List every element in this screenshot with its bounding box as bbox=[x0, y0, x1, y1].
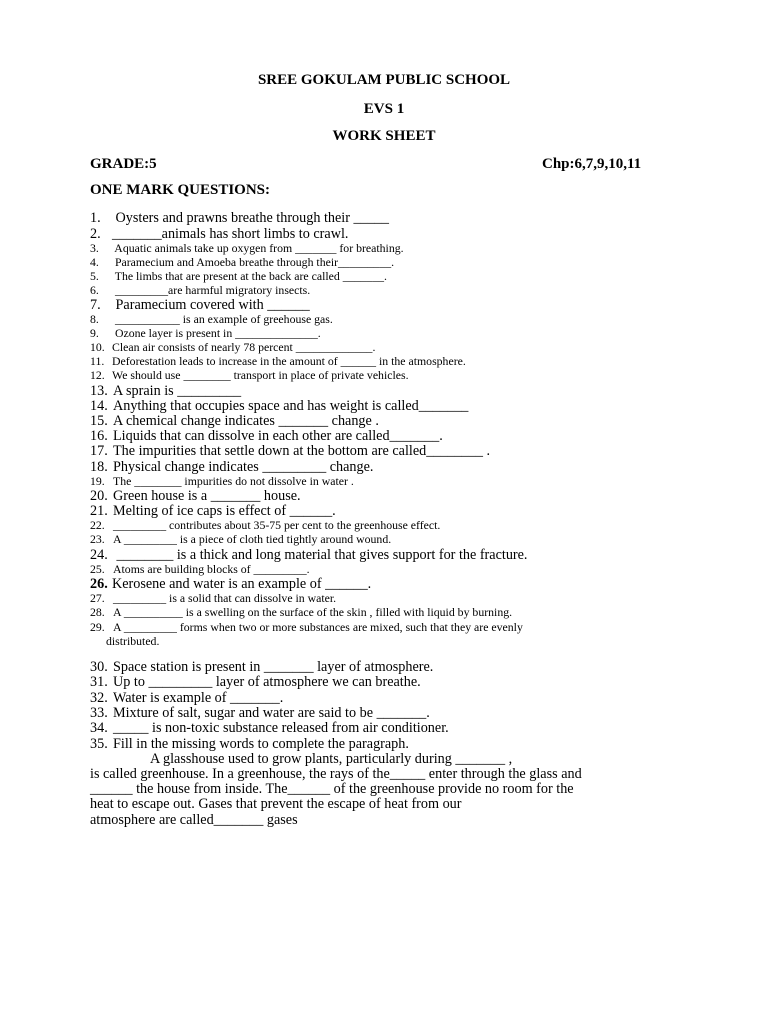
grade-label: GRADE:5 bbox=[90, 156, 157, 172]
paragraph-line: atmosphere are called_______ gases bbox=[90, 812, 298, 828]
subject-title: EVS 1 bbox=[363, 101, 405, 117]
question-item: 32. Water is example of _______. bbox=[90, 690, 284, 706]
question-item: 35. Fill in the missing words to complete the paragraph. bbox=[90, 736, 409, 752]
question-item: 30. Space station is present in _______ layer of atmosphere. bbox=[90, 659, 434, 675]
question-item: 26. Kerosene and water is an example of ______. bbox=[90, 576, 372, 592]
question-item: 1. Oysters and prawns breathe through their _____ bbox=[90, 210, 389, 226]
question-item: 14. Anything that occupies space and has weight is called_______ bbox=[90, 398, 469, 414]
section-heading: ONE MARK QUESTIONS: bbox=[90, 182, 271, 198]
question-item: 13. A sprain is _________ bbox=[90, 383, 242, 399]
question-item: 24. ________ is a thick and long material that gives support for the fracture. bbox=[90, 547, 528, 563]
question-item: 10. Clean air consists of nearly 78 percent _____________. bbox=[90, 340, 376, 354]
question-item: 20. Green house is a _______ house. bbox=[90, 488, 301, 504]
question-item: 22. _________ contributes about 35-75 per cent to the greenhouse effect. bbox=[90, 518, 441, 532]
question-item: 23. A _________ is a piece of cloth tied tightly around wound. bbox=[90, 532, 392, 546]
question-item: 6. _________are harmful migratory insects. bbox=[90, 283, 311, 297]
school-name: SREE GOKULAM PUBLIC SCHOOL bbox=[257, 72, 511, 88]
question-item: 9. Ozone layer is present in ______________. bbox=[90, 326, 321, 340]
question-item: 27. _________ is a solid that can dissolve in water. bbox=[90, 591, 337, 605]
question-item: 28. A __________ is a swelling on the surface of the skin , filled with liquid by burning. bbox=[90, 605, 513, 619]
question-item: 16. Liquids that can dissolve in each other are called_______. bbox=[90, 428, 443, 444]
question-item: 7. Paramecium covered with ______ bbox=[90, 297, 310, 313]
question-item: 5. The limbs that are present at the back are called _______. bbox=[90, 269, 387, 283]
question-item: 19. The ________ impurities do not dissolve in water . bbox=[90, 474, 354, 488]
question-item: 21. Melting of ice caps is effect of ______. bbox=[90, 503, 336, 519]
question-item: 33. Mixture of salt, sugar and water are said to be _______. bbox=[90, 705, 430, 721]
chapters-label: Chp:6,7,9,10,11 bbox=[542, 156, 642, 172]
question-item: 8. ___________ is an example of greehouse gas. bbox=[90, 312, 333, 326]
question-item: 15. A chemical change indicates _______ change . bbox=[90, 413, 379, 429]
question-item: 11. Deforestation leads to increase in the amount of ______ in the atmosphere. bbox=[90, 354, 466, 368]
paragraph-line: A glasshouse used to grow plants, particularly during _______ , bbox=[150, 751, 513, 767]
paragraph-line: ______ the house from inside. The______ of the greenhouse provide no room for the bbox=[90, 781, 574, 797]
question-item: 4. Paramecium and Amoeba breathe through their_________. bbox=[90, 255, 395, 269]
question-item: 25. Atoms are building blocks of _________. bbox=[90, 562, 310, 576]
question-item: 29. A _________ forms when two or more substances are mixed, such that they are evenly bbox=[90, 620, 523, 634]
question-item: 2. _______animals has short limbs to crawl. bbox=[90, 226, 349, 242]
question-item: 3. Aquatic animals take up oxygen from _______ for breathing. bbox=[90, 241, 404, 255]
question-item: 18. Physical change indicates _________ change. bbox=[90, 459, 374, 475]
paragraph-line: heat to escape out. Gases that prevent the escape of heat from our bbox=[90, 796, 462, 812]
question-item: 17. The impurities that settle down at the bottom are called________ . bbox=[90, 443, 491, 459]
sheet-title: WORK SHEET bbox=[332, 128, 436, 144]
question-item: 31. Up to _________ layer of atmosphere we can breathe. bbox=[90, 674, 421, 690]
question-item: 12. We should use ________ transport in place of private vehicles. bbox=[90, 368, 409, 382]
paragraph-line: is called greenhouse. In a greenhouse, the rays of the_____ enter through the glass and bbox=[90, 766, 582, 782]
question-continuation: distributed. bbox=[106, 634, 160, 648]
question-item: 34. _____ is non-toxic substance released from air conditioner. bbox=[90, 720, 449, 736]
